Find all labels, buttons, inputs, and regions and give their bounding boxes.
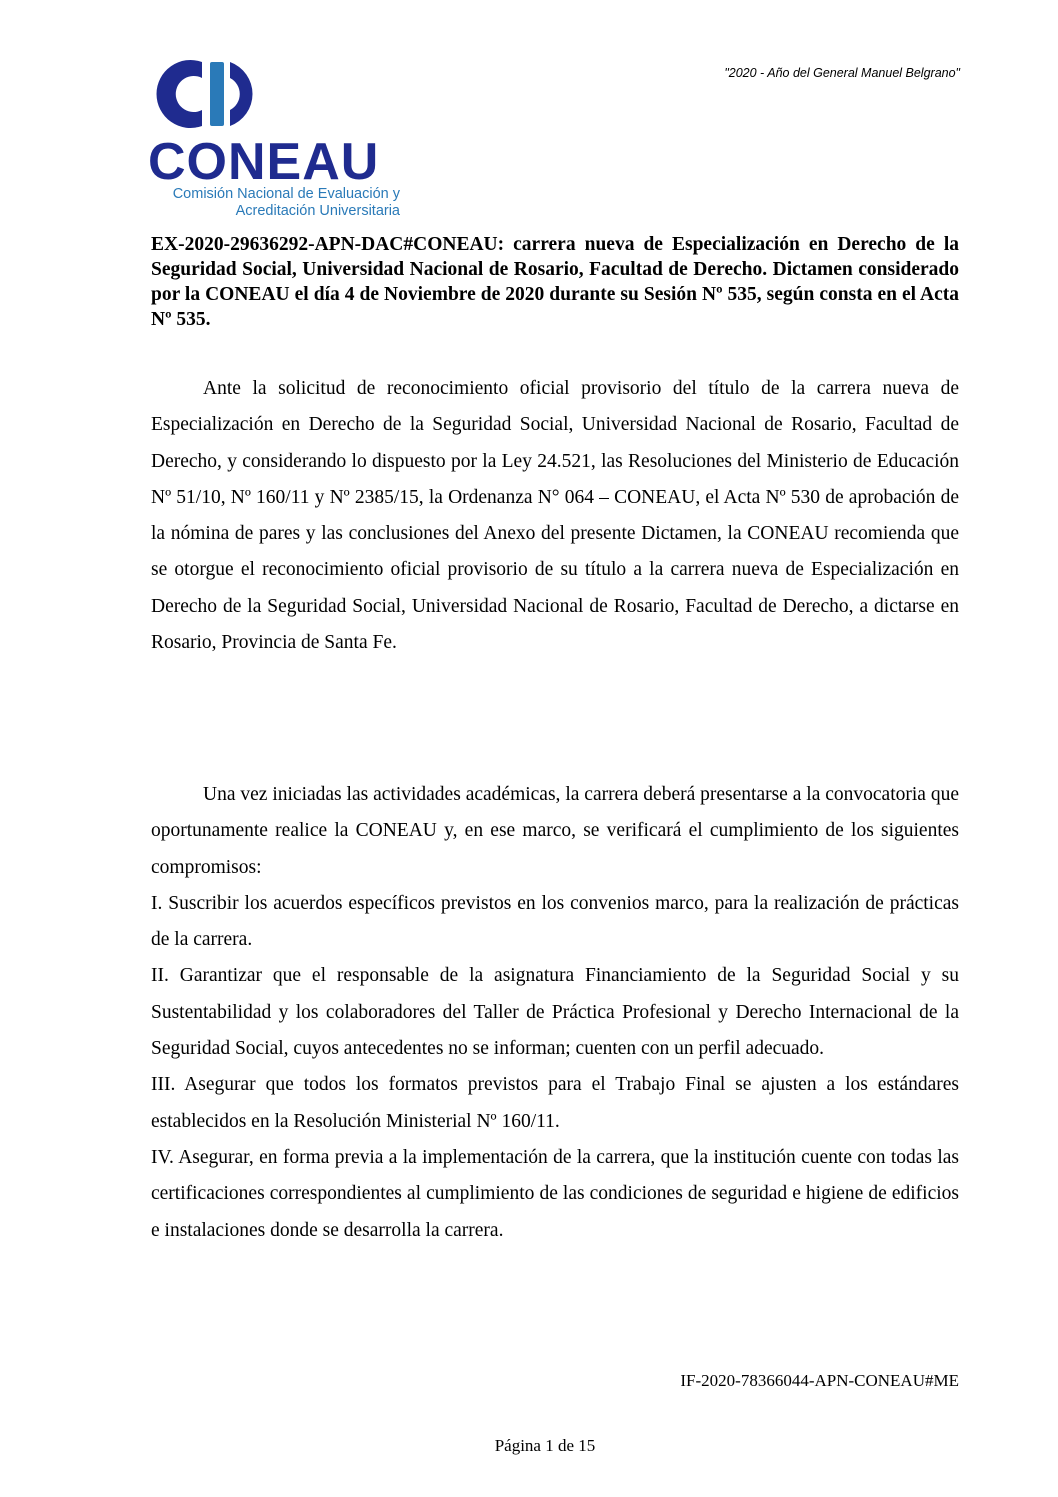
document-heading: EX-2020-29636292-APN-DAC#CONEAU: carrera nueva de Especialización en Derecho de la Seguridad Social, Universidad Nacional de Rosario, Facultad de Derecho. Dictamen considerado por la CONEAU el día 4 de Noviembre de 2020 durante su Sesión Nº 535, según consta en el Acta Nº 535. (151, 234, 959, 330)
document-reference: IF-2020-78366044-APN-CONEAU#ME (680, 1371, 959, 1390)
logo-subtitle-line2: Acreditación Universitaria (235, 203, 400, 219)
paragraph-recommendation (151, 371, 959, 661)
commitment-item: II. Garantizar que el responsable de la asignatura Financiamiento de la Seguridad Social y su Sustentabilidad y los colaboradores del Taller de Práctica Profesional y Derecho Internacional de la Seguridad Social, cuyos antecedentes no se informan; cuenten con un perfil adecuado. (151, 965, 959, 1060)
logo-wordmark: CONEAU (148, 133, 380, 191)
commitment-item: III. Asegurar que todos los formatos previstos para el Trabajo Final se ajusten a los estándares establecidos en la Resolución Ministerial Nº 160/11. (151, 1074, 959, 1132)
page-number (0, 1436, 1058, 1456)
commitments-section (151, 777, 959, 1249)
paragraph-text: Ante la solicitud de reconocimiento oficial provisorio del título de la carrera nueva de Especialización en Derecho de la Seguridad Social, Universidad Nacional de Rosario, Facultad de Derecho, y considerando lo dispuesto por la Ley 24.521, las Resoluciones del Ministerio de Educación Nº 51/10, Nº 160/11 y Nº 2385/15, la Ordenanza N° 064 – CONEAU, el Acta Nº 530 de aprobación de la nómina de pares y las conclusiones del Anexo del presente Dictamen, la CONEAU recomienda que se otorgue el reconocimiento oficial provisorio de su título a la carrera nueva de Especialización en Derecho de la Seguridad Social, Universidad Nacional de Rosario, Facultad de Derecho, a dictarse en Rosario, Provincia de Santa Fe. (151, 378, 959, 654)
coneau-logo (148, 58, 408, 219)
commitment-item: I. Suscribir los acuerdos específicos previstos en los convenios marco, para la realización de prácticas de la carrera. (151, 892, 959, 951)
commitment-item: IV. Asegurar, en forma previa a la implementación de la carrera, que la institución cuente con todas las certificaciones correspondientes al cumplimiento de las condiciones de seguridad e higiene de edificios e instalaciones donde se desarrolla la carrera. (151, 1146, 959, 1241)
logo-subtitle-line1: Comisión Nacional de Evaluación y (172, 186, 400, 202)
commitments-intro: Una vez iniciadas las actividades académicas, la carrera deberá presentarse a la convocatoria que oportunamente realice la CONEAU y, en ese marco, se verificará el cumplimiento de los siguientes compromisos: (151, 784, 959, 878)
logo-subtitle (148, 186, 400, 220)
year-motto: "2020 - Año del General Manuel Belgrano" (724, 66, 960, 80)
page-number-text: Página 1 de 15 (494, 1436, 596, 1455)
coneau-emblem-icon (150, 58, 270, 130)
